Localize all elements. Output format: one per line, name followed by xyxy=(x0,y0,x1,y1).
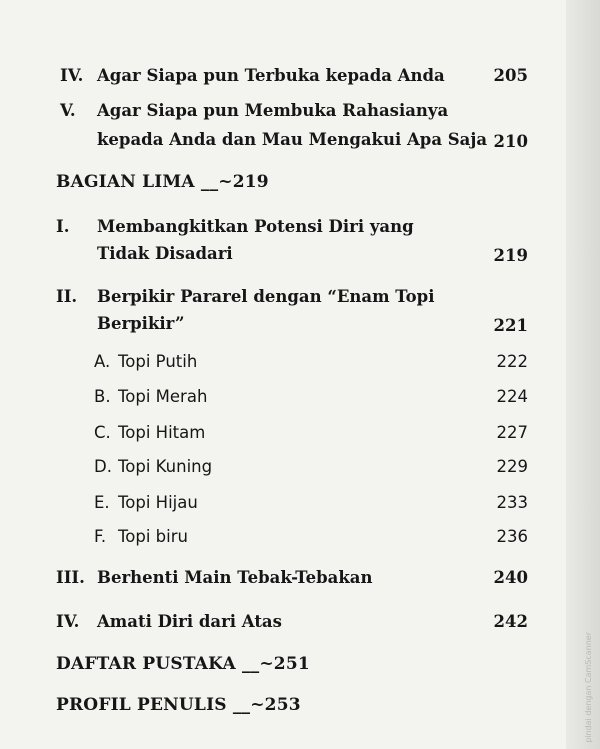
subitem-title: Topi Merah xyxy=(118,387,208,406)
subitem-letter: D. xyxy=(94,457,112,476)
subitem-page: 222 xyxy=(496,352,528,371)
entry-title-line1: Agar Siapa pun Membuka Rahasianya xyxy=(97,101,449,120)
entry-page: 205 xyxy=(493,66,528,85)
subitem-page: 227 xyxy=(496,423,528,442)
part-heading-daftar-pustaka: DAFTAR PUSTAKA __~251 xyxy=(56,654,310,674)
subitem-page: 236 xyxy=(496,527,528,546)
entry-number: IV. xyxy=(60,66,84,85)
subitem-title: Topi biru xyxy=(118,527,188,546)
entry-number: IV. xyxy=(56,612,80,631)
subitem-letter: A. xyxy=(94,352,111,371)
entry-title-line2: Tidak Disadari xyxy=(97,244,233,263)
subitem-letter: B. xyxy=(94,387,111,406)
entry-title: Berhenti Main Tebak-Tebakan xyxy=(97,568,373,587)
entry-number: I. xyxy=(56,217,70,236)
subitem-letter: C. xyxy=(94,423,111,442)
entry-title-line1: Berpikir Pararel dengan “Enam Topi xyxy=(97,287,435,306)
entry-title: Agar Siapa pun Terbuka kepada Anda xyxy=(97,66,445,85)
entry-page: 240 xyxy=(493,568,528,587)
subitem-title: Topi Kuning xyxy=(118,457,213,476)
subitem-letter: E. xyxy=(94,493,110,512)
subitem-page: 229 xyxy=(496,457,528,476)
entry-page: 219 xyxy=(493,246,528,265)
entry-number: II. xyxy=(56,287,78,306)
entry-title-line2: kepada Anda dan Mau Mengakui Apa Saja xyxy=(97,130,488,149)
entry-page: 210 xyxy=(493,132,528,151)
subitem-letter: F. xyxy=(94,527,107,546)
part-heading-bagian-lima: BAGIAN LIMA __~219 xyxy=(56,172,269,192)
entry-number: V. xyxy=(60,101,76,120)
entry-page: 242 xyxy=(493,612,528,631)
entry-number: III. xyxy=(56,568,85,587)
subitem-title: Topi Hitam xyxy=(118,423,206,442)
entry-title: Amati Diri dari Atas xyxy=(97,612,282,631)
entry-title-line2: Berpikir” xyxy=(97,314,185,333)
subitem-page: 233 xyxy=(496,493,528,512)
subitem-title: Topi Hijau xyxy=(118,493,198,512)
page-edge-shadow xyxy=(566,0,600,749)
entry-title-line1: Membangkitkan Potensi Diri yang xyxy=(97,217,414,236)
entry-page: 221 xyxy=(493,316,528,335)
part-heading-profil-penulis: PROFIL PENULIS __~253 xyxy=(56,695,301,715)
subitem-page: 224 xyxy=(496,387,528,406)
scanner-watermark: pindai dengan CamScanner xyxy=(584,632,593,743)
subitem-title: Topi Putih xyxy=(118,352,198,371)
